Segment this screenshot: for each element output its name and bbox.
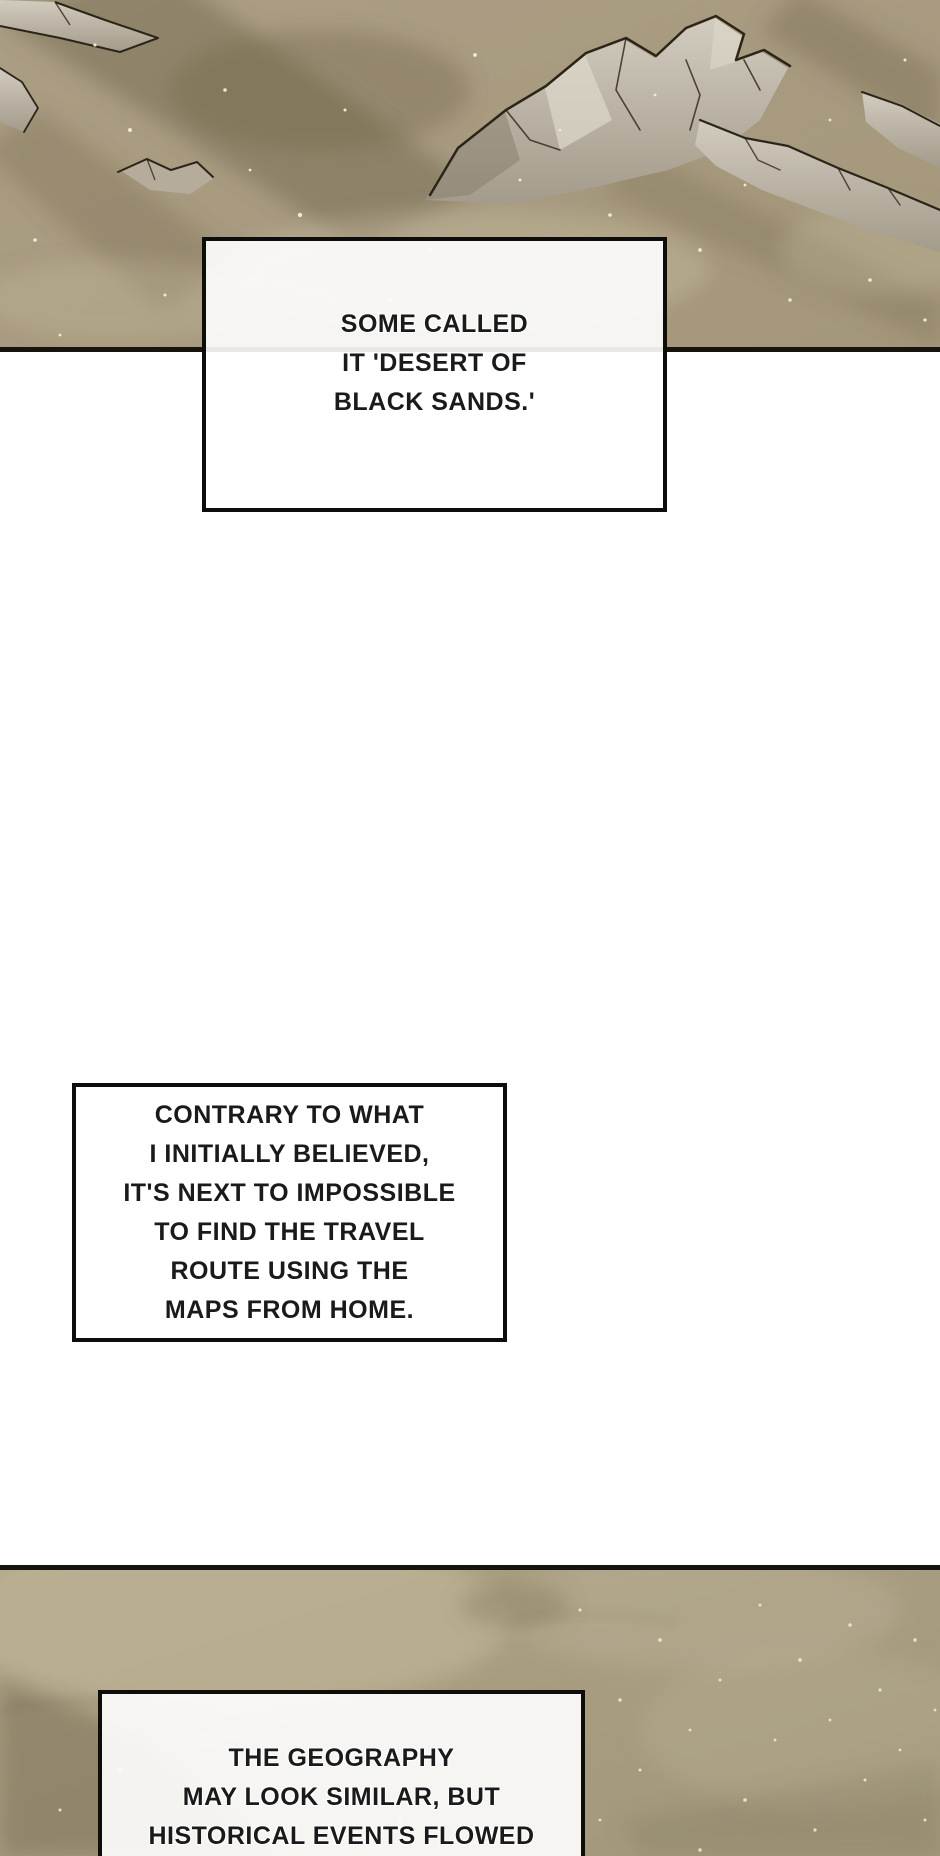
- caption-line: MAPS FROM HOME.: [164, 1295, 415, 1324]
- caption-line: CONTRARY TO WHAT: [154, 1100, 425, 1129]
- caption-line: IT'S NEXT TO IMPOSSIBLE: [123, 1178, 456, 1207]
- caption-line: THE GEOGRAPHY: [228, 1744, 455, 1772]
- caption-line: BLACK SANDS.': [333, 388, 536, 416]
- caption-line: SOME CALLED: [340, 310, 529, 338]
- caption-line: MAY LOOK SIMILAR, BUT: [182, 1783, 501, 1811]
- caption-box-3: [98, 1690, 585, 1856]
- caption-line: ROUTE USING THE: [170, 1256, 409, 1285]
- caption-line: HISTORICAL EVENTS FLOWED: [148, 1822, 535, 1850]
- caption-line: I INITIALLY BELIEVED,: [149, 1139, 430, 1168]
- caption-box-2: [72, 1083, 507, 1342]
- caption-line: TO FIND THE TRAVEL: [154, 1217, 425, 1246]
- caption-line: IT 'DESERT OF: [342, 349, 527, 377]
- caption-box-1: [202, 237, 667, 512]
